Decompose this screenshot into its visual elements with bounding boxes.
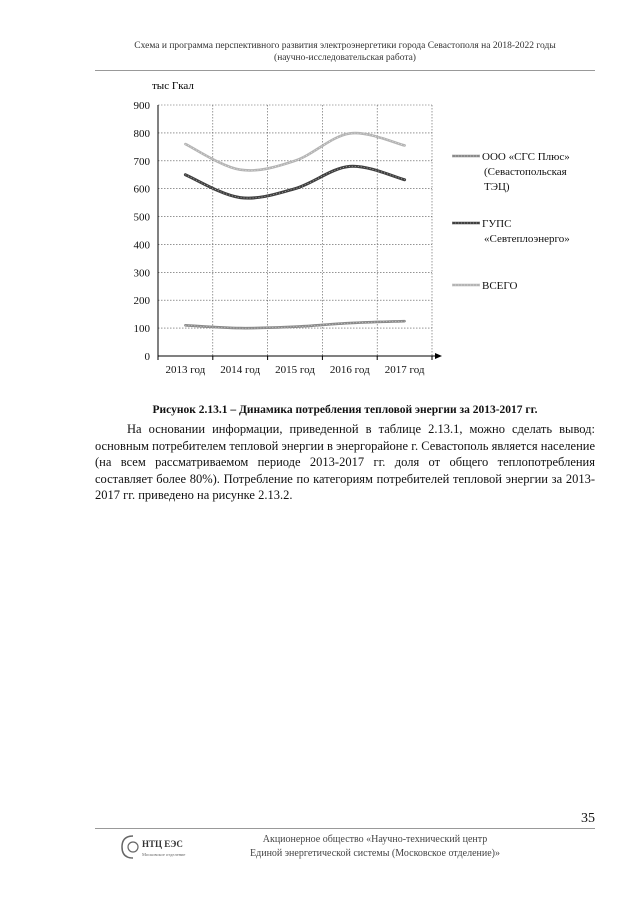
legend-label: ГУПС <box>482 218 512 230</box>
x-tick-label: 2017 год <box>384 364 425 376</box>
series-line <box>185 133 404 170</box>
y-tick-label: 800 <box>133 127 150 140</box>
x-axis-arrow <box>435 353 442 359</box>
logo-text: НТЦ ЕЭС <box>142 839 183 849</box>
body-paragraph: На основании информации, приведенной в таблице 2.13.1, можно сделать вывод: основным потребителем тепловой энергии в энергорайоне г. Севастополь является население (на всем рассматриваемом периоде 2013-2017 гг. доля от общего теплопотребления составляет более 80%). Потребление по категориям потребителей тепловой энергии за 2013-2017 гг. приведено на рисунке 2.13.2. <box>95 422 595 502</box>
legend-label: ВСЕГО <box>482 280 518 292</box>
x-tick-label: 2016 год <box>329 364 370 376</box>
page-footer <box>210 833 540 861</box>
x-tick-label: 2015 год <box>275 364 315 376</box>
logo-subtext: Московское отделение <box>142 852 186 857</box>
header-divider <box>95 70 595 71</box>
y-tick-label: 900 <box>133 100 150 112</box>
series-line-texture <box>185 166 404 198</box>
y-tick-label: 700 <box>133 155 150 168</box>
series-line-texture <box>185 133 404 170</box>
y-tick-label: 0 <box>144 351 150 363</box>
footer-divider <box>95 828 595 829</box>
series-line <box>185 166 404 198</box>
legend-label: ООО «СГС Плюс» <box>482 151 570 163</box>
y-tick-label: 400 <box>133 239 150 252</box>
figure-caption: Рисунок 2.13.1 – Динамика потребления тепловой энергии за 2013-2017 гг. <box>152 404 538 416</box>
footer-line-2: Единой энергетической системы (Московское отделение)» <box>250 848 500 859</box>
legend-label: «Севтеплоэнерго» <box>484 233 570 245</box>
page-header <box>95 40 595 64</box>
y-tick-label: 100 <box>133 323 150 336</box>
footer-line-1: Акционерное общество «Научно-технический центр <box>262 834 488 845</box>
header-subtitle-line: (научно-исследовательская работа) <box>274 53 416 63</box>
y-tick-label: 600 <box>133 183 150 196</box>
x-tick-label: 2013 год <box>165 364 206 376</box>
y-tick-label: 300 <box>133 267 150 280</box>
y-tick-label: 500 <box>133 211 150 224</box>
legend-label: (Севастопольская <box>484 166 567 178</box>
y-tick-label: 200 <box>133 295 150 308</box>
y-axis-label: тыс Гкал <box>152 80 194 92</box>
header-title-line: Схема и программа перспективного развития электроэнергетики города Севастополя на 2018-2022 годы <box>134 41 556 51</box>
x-tick-label: 2014 год <box>220 364 261 376</box>
company-logo <box>118 832 196 862</box>
heat-consumption-chart <box>100 80 580 385</box>
page-number: 35 <box>581 811 595 826</box>
legend-label: ТЭЦ) <box>484 181 510 193</box>
